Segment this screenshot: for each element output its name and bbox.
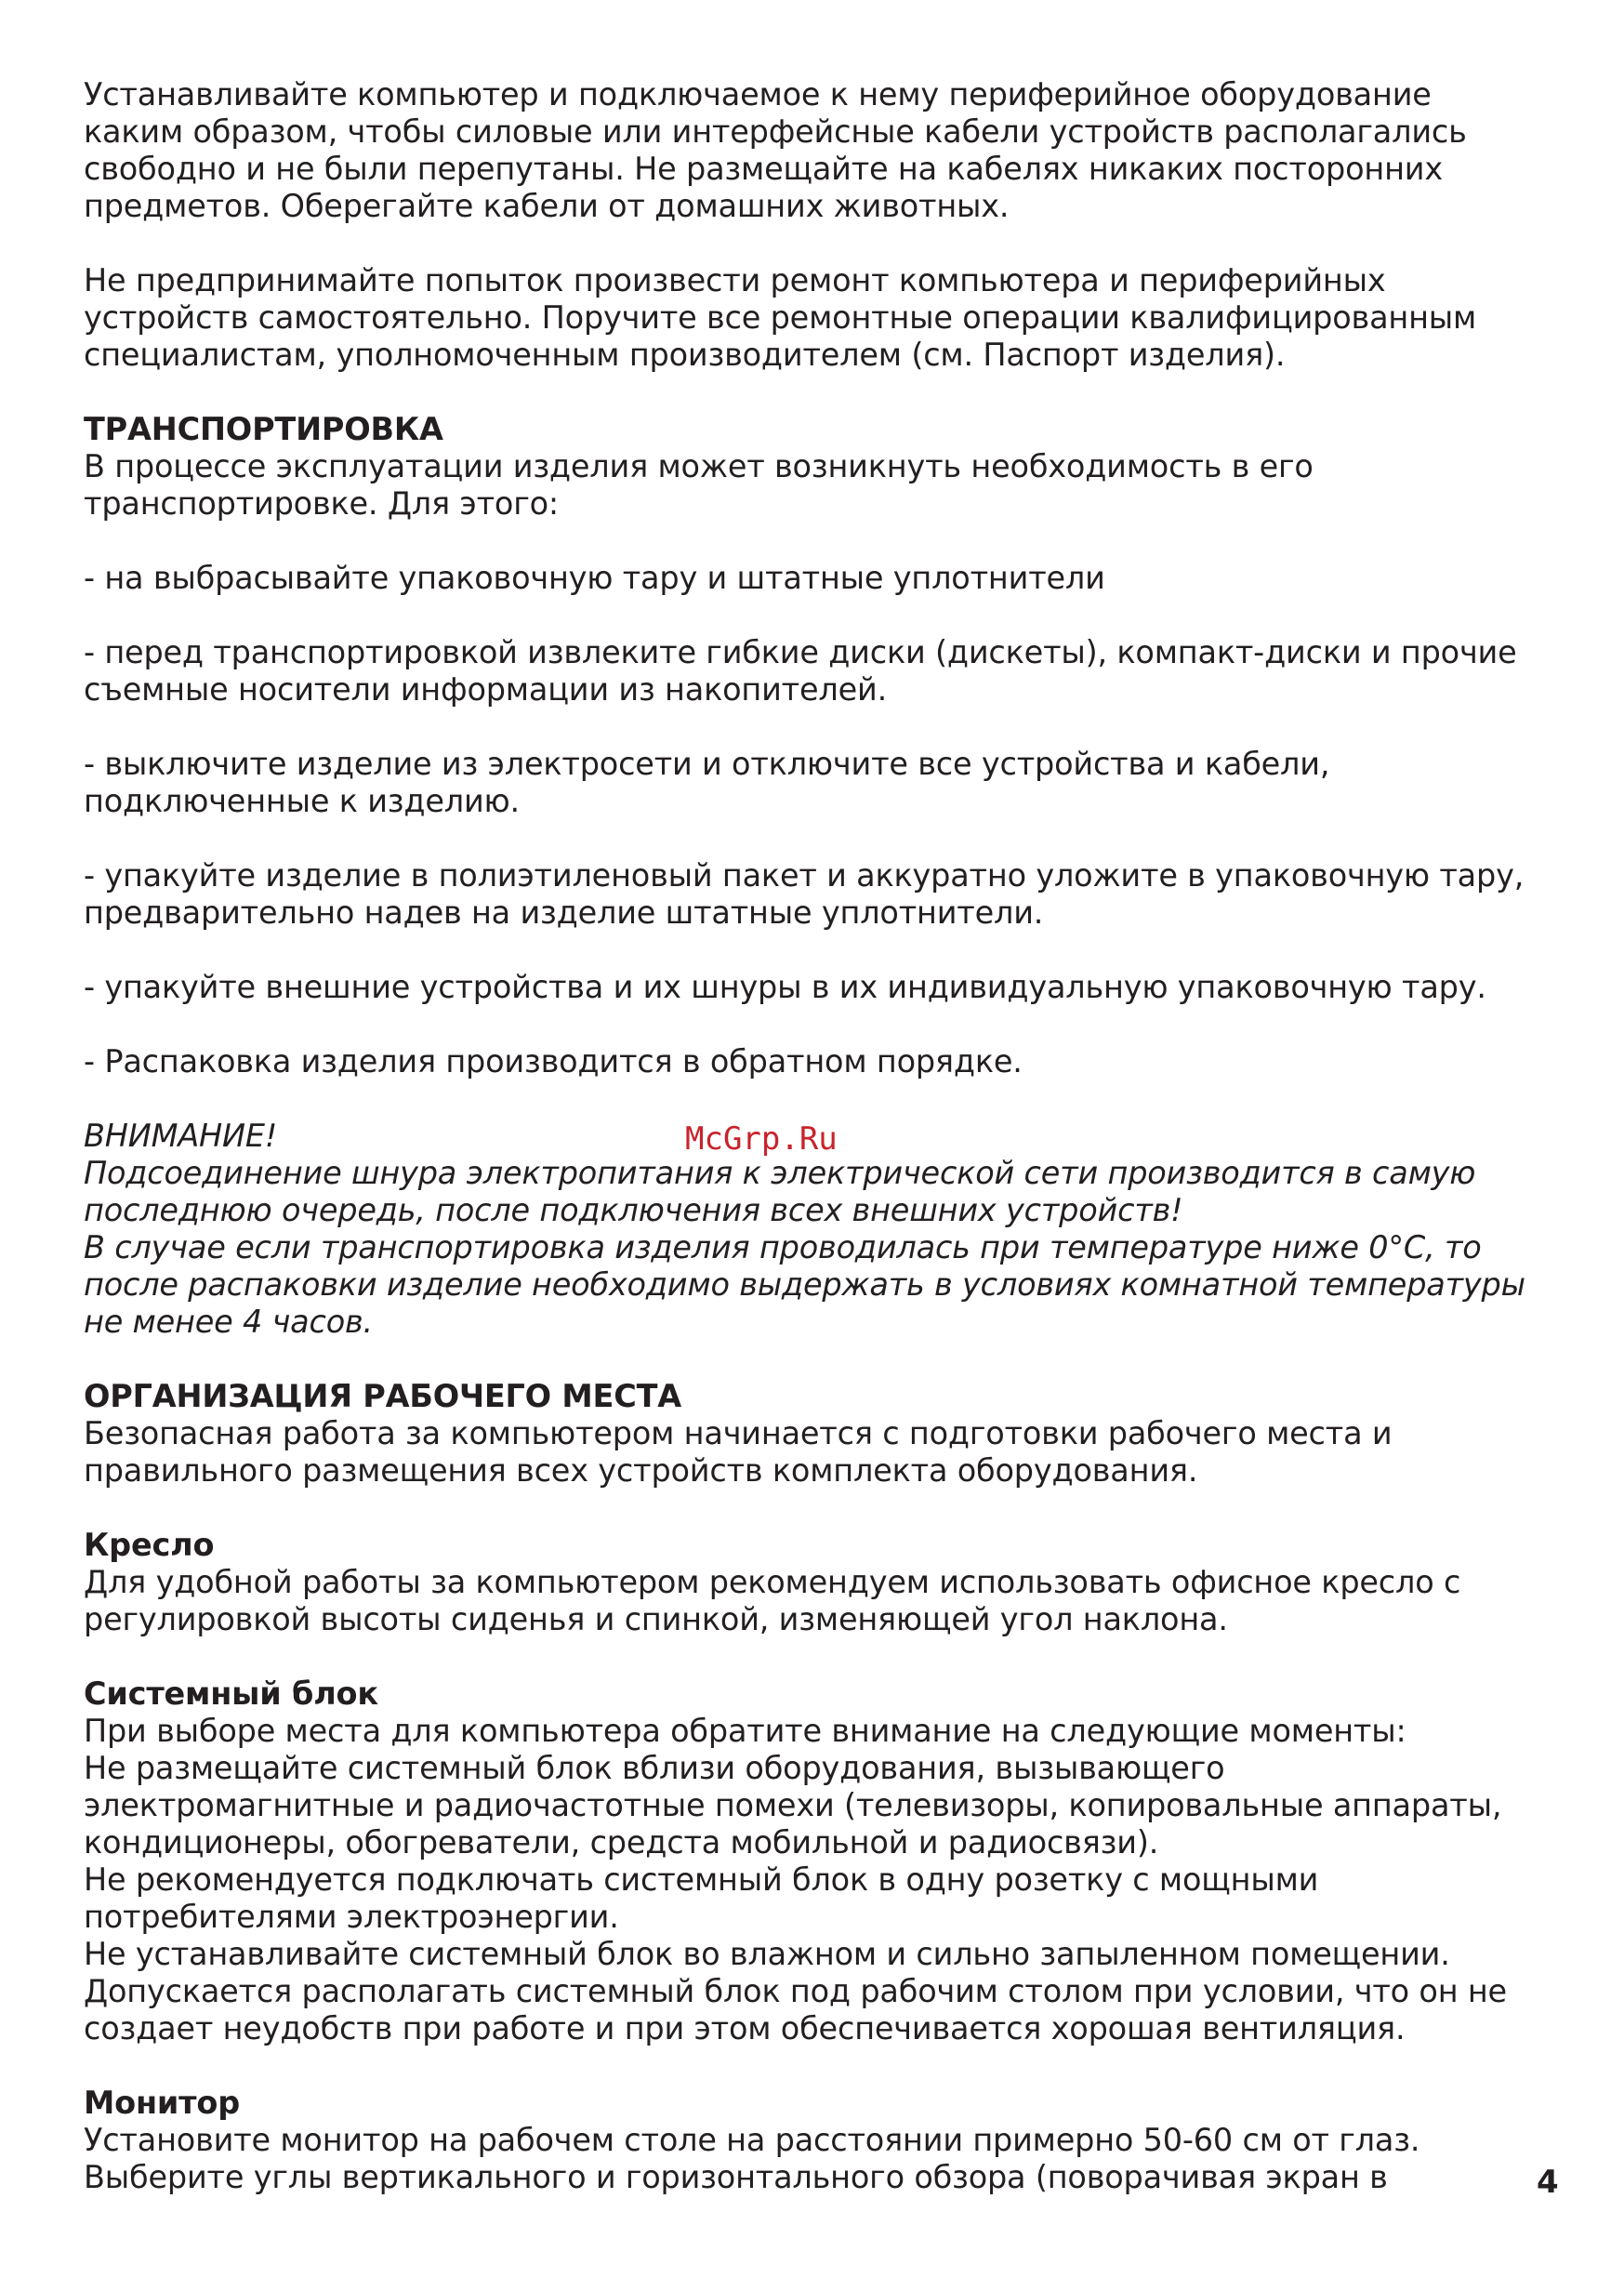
section-heading-workplace: ОРГАНИЗАЦИЯ РАБОЧЕГО МЕСТА [84,1378,681,1414]
text-line: свободно и не были перепутаны. Не размещайте на кабелях никаких посторонних [84,151,1443,187]
text-line: Не устанавливайте системный блок во влажном и сильно запыленном помещении. [84,1936,1450,1972]
text-line: электромагнитные и радиочастотные помехи (телевизоры, копировальные аппараты, [84,1787,1502,1823]
text-line: правильного размещения всех устройств комплекта оборудования. [84,1452,1198,1489]
text-line: каким образом, чтобы силовые или интерфейсные кабели устройств располагались [84,113,1467,150]
warning-line: Подсоединение шнура электропитания к электрической сети производится в самую [84,1155,1476,1191]
list-item: - Распаковка изделия производится в обратном порядке. [84,1043,1023,1079]
warning-title: ВНИМАНИЕ! [84,1118,278,1154]
list-item: - на выбрасывайте упаковочную тару и штатные уплотнители [84,560,1105,596]
list-item: - упакуйте внешние устройства и их шнуры в их индивидуальную упаковочную тару. [84,969,1486,1005]
list-item: - перед транспортировкой извлеките гибкие диски (дискеты), компакт-диски и прочие [84,634,1517,670]
text-line: Для удобной работы за компьютером рекомендуем использовать офисное кресло с [84,1564,1461,1600]
subheading-chair: Кресло [84,1527,215,1563]
text-line: создает неудобств при работе и при этом обеспечивается хорошая вентиляция. [84,2010,1406,2046]
text-line: Безопасная работа за компьютером начинается с подготовки рабочего места и [84,1415,1393,1451]
system-unit-subsection [84,1675,1571,2047]
warning-line: после распаковки изделие необходимо выдержать в условиях комнатной температуры [84,1266,1525,1303]
text-line: специалистам, уполномоченным производителем (см. Паспорт изделия). [84,337,1286,373]
workplace-section [84,1378,1571,2196]
text-line: Выберите углы вертикального и горизонтального обзора (поворачивая экран в [84,2159,1388,2195]
text-line: При выборе места для компьютера обратите внимание на следующие моменты: [84,1713,1406,1749]
warning-line: В случае если транспортировка изделия проводилась при температуре ниже 0°С, то [84,1229,1482,1265]
text-line: Не размещайте системный блок вблизи оборудования, вызывающего [84,1750,1225,1786]
subheading-monitor: Монитор [84,2085,240,2121]
list-item: - упакуйте изделие в полиэтиленовый пакет и аккуратно уложите в упаковочную тару, [84,857,1525,894]
section-heading-transport: ТРАНСПОРТИРОВКА [84,411,443,447]
text-line: Допускается располагать системный блок под рабочим столом при условии, что он не [84,1973,1507,2009]
text-line: устройств самостоятельно. Поручите все ремонтные операции квалифицированным [84,299,1477,336]
text-line: потребителями электроэнергии. [84,1899,619,1935]
list-item: - выключите изделие из электросети и отключите все устройства и кабели, [84,746,1330,782]
text-line: регулировкой высоты сиденья и спинкой, изменяющей угол наклона. [84,1601,1228,1637]
text-line: кондиционеры, обогреватели, средста мобильной и радиосвязи). [84,1824,1159,1861]
text-line: Не рекомендуется подключать системный блок в одну розетку с мощными [84,1861,1319,1898]
list-item: съемные носители информации из накопителей. [84,671,888,708]
text-line: В процессе эксплуатации изделия может возникнуть необходимость в его [84,448,1314,484]
text-line: Не предпринимайте попыток произвести ремонт компьютера и периферийных [84,262,1386,298]
warning-line: последнюю очередь, после подключения всех внешних устройств! [84,1192,1183,1228]
warning-line: не менее 4 часов. [84,1304,374,1340]
chair-subsection [84,1527,1571,1638]
transport-section [84,411,1571,1080]
page-number: 4 [1537,2164,1559,2201]
list-item: предварительно надев на изделие штатные уплотнители. [84,894,1044,931]
text-line: Установите монитор на рабочем столе на расстоянии примерно 50-60 см от глаз. [84,2122,1420,2158]
text-line: предметов. Оберегайте кабели от домашних животных. [84,188,1010,224]
text-line: Устанавливайте компьютер и подключаемое к нему периферийное оборудование [84,76,1432,113]
intro-paragraph-1 [84,76,1571,225]
text-line: транспортировке. Для этого: [84,485,559,522]
subheading-system-unit: Системный блок [84,1675,378,1712]
list-item: подключенные к изделию. [84,783,520,819]
watermark: McGrp.Ru [685,1120,838,1158]
monitor-subsection [84,2085,1571,2196]
intro-paragraph-2 [84,262,1571,374]
